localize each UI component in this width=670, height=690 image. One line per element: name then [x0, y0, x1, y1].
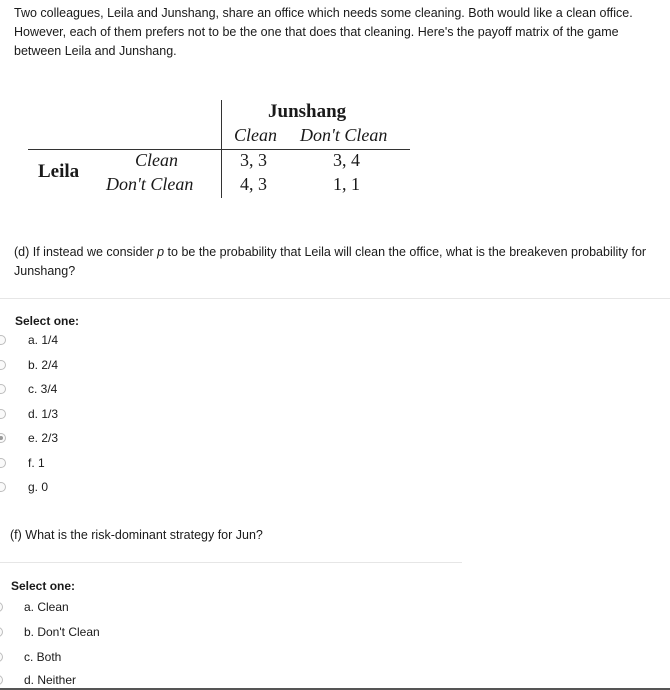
option-label: c. Both — [24, 650, 62, 664]
radio-button[interactable] — [0, 652, 3, 662]
payoff-cell: 3, 3 — [240, 150, 267, 170]
option-label: c. 3/4 — [28, 382, 58, 396]
radio-button-selected[interactable] — [0, 433, 6, 443]
payoff-cell: 1, 1 — [333, 174, 360, 194]
radio-button[interactable] — [0, 602, 3, 612]
radio-button[interactable] — [0, 384, 6, 394]
radio-button[interactable] — [0, 409, 6, 419]
question-d-text — [14, 243, 659, 281]
row-player-label: Leila — [38, 161, 80, 182]
matrix-vertical-rule — [221, 100, 222, 198]
payoff-cell: 4, 3 — [240, 174, 267, 194]
row-header-clean: Clean — [135, 150, 178, 170]
intro-text: Two colleagues, Leila and Junshang, share an office which needs some cleaning. Both would like a clean office. However, each of them prefers not to be the one that does that cleaning. Here's the payoff matrix of the game between Leila and Junshang. — [14, 6, 633, 58]
radio-button-selected[interactable] — [0, 675, 3, 685]
column-header-clean: Clean — [234, 125, 277, 145]
payoff-matrix — [28, 100, 412, 200]
column-header-dont-clean: Don't Clean — [300, 125, 388, 145]
question-f-divider — [0, 562, 462, 563]
option-label: a. 1/4 — [28, 333, 59, 347]
question-d-divider — [0, 298, 670, 299]
column-player-label: Junshang — [268, 101, 347, 122]
option-label: a. Clean — [24, 600, 69, 614]
radio-button[interactable] — [0, 627, 3, 637]
radio-button[interactable] — [0, 458, 6, 468]
option-label: f. 1 — [28, 456, 45, 470]
payoff-cell: 3, 4 — [333, 150, 360, 170]
option-label: g. 0 — [28, 480, 49, 494]
question-d-text-after: to be the probability that Leila will clean the office, what is the breakeven probability for Junshang? — [14, 245, 647, 278]
option-label: b. 2/4 — [28, 358, 59, 372]
radio-button[interactable] — [0, 335, 6, 345]
question-d-variable: p — [157, 245, 165, 259]
row-header-dont-clean: Don't Clean — [106, 174, 194, 194]
question-f-select-label: Select one: — [11, 579, 76, 593]
option-label: d. 1/3 — [28, 407, 59, 421]
question-f-text: (f) What is the risk-dominant strategy for Jun? — [10, 528, 263, 542]
question-d-select-label: Select one: — [15, 314, 80, 328]
radio-button[interactable] — [0, 482, 6, 492]
option-label: e. 2/3 — [28, 431, 59, 445]
radio-button[interactable] — [0, 360, 6, 370]
option-label: d. Neither — [24, 673, 77, 687]
question-d-text-before: (d) If instead we consider — [14, 245, 158, 259]
option-label: b. Don't Clean — [24, 625, 100, 639]
